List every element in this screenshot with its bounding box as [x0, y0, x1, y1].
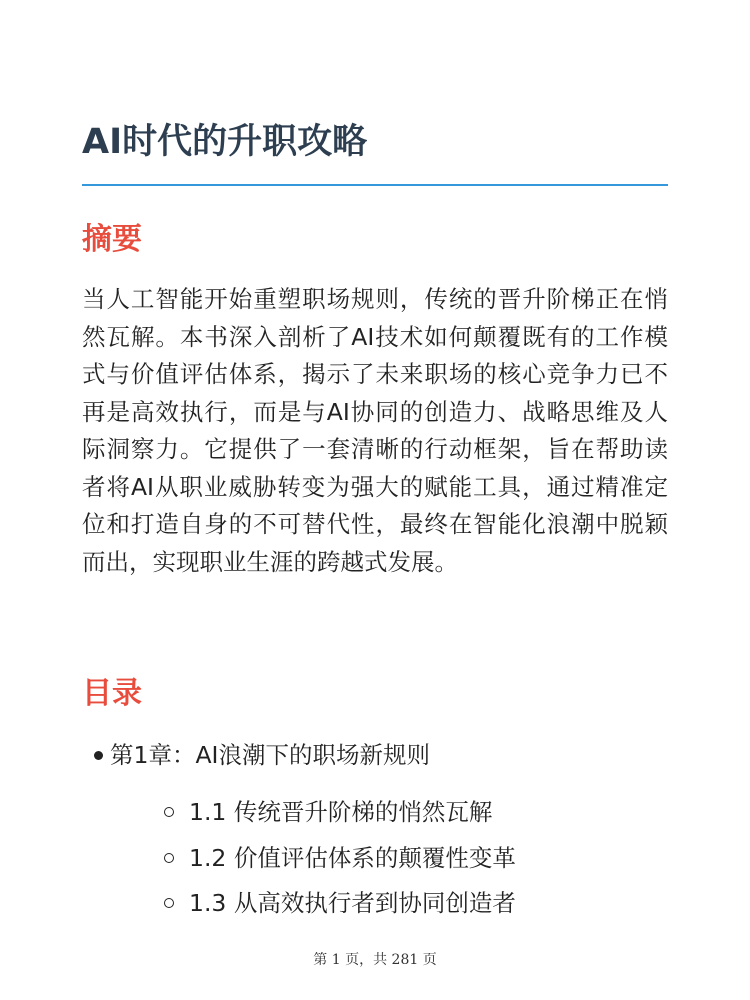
toc-section-label: 1.2 价值评估体系的颠覆性变革: [189, 844, 516, 872]
bullet-circle-icon: [164, 898, 174, 908]
bullet-disc-icon: [94, 751, 103, 760]
toc-chapter-item: [110, 736, 430, 774]
page-footer: 第 1 页，共 281 页: [313, 952, 437, 968]
toc-chapter-label: 第1章：AI浪潮下的职场新规则: [110, 741, 430, 769]
toc-section-item: [189, 839, 516, 877]
abstract-heading: 摘要: [82, 222, 142, 257]
toc-section-label: 1.1 传统晋升阶梯的悄然瓦解: [189, 798, 493, 826]
document-title: AI时代的升职攻略: [82, 122, 368, 162]
bullet-circle-icon: [164, 853, 174, 863]
abstract-body: 当人工智能开始重塑职场规则，传统的晋升阶梯正在悄然瓦解。本书深入剖析了AI技术如何颠覆既有的工作模式与价值评估体系，揭示了未来职场的核心竞争力已不再是高效执行，而是与AI协同的创造力、战略思维及人际洞察力。它提供了一套清晰的行动框架，旨在帮助读者将AI从职业威胁转变为强大的赋能工具，通过精准定位和打造自身的不可替代性，最终在智能化浪潮中脱颖而出，实现职业生涯的跨越式发展。: [82, 285, 668, 576]
toc-heading: 目录: [82, 676, 142, 711]
toc-section-label: 1.3 从高效执行者到协同创造者: [189, 889, 516, 917]
title-divider: [82, 184, 668, 186]
toc-section-item: [189, 793, 492, 831]
toc-section-item: [189, 884, 516, 922]
bullet-circle-icon: [164, 807, 174, 817]
document-page: [82, 0, 668, 1000]
